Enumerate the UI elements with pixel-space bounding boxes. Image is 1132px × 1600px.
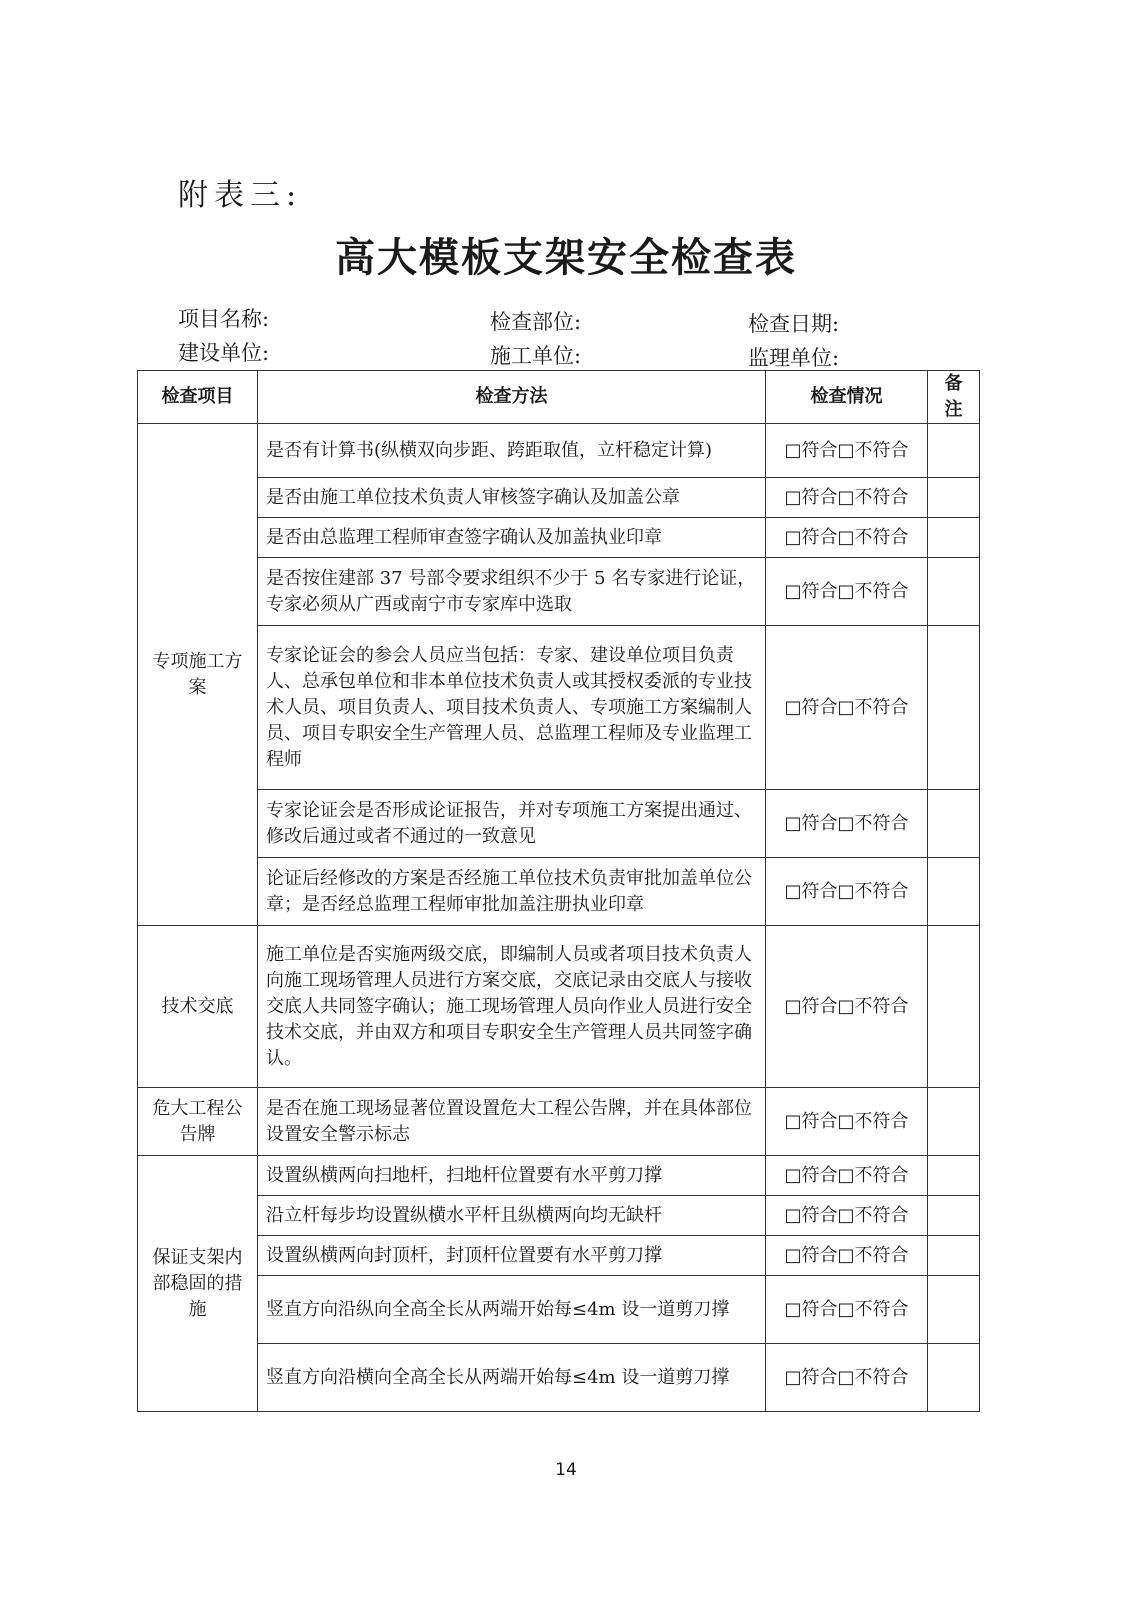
- table-row: [138, 1088, 980, 1156]
- table-row: [138, 1196, 980, 1236]
- table-row: [138, 926, 980, 1088]
- table-row: [138, 1344, 980, 1412]
- remark-cell[interactable]: [928, 858, 980, 926]
- header-check-method: 检查方法: [258, 371, 766, 424]
- remark-cell[interactable]: [928, 1156, 980, 1196]
- check-status-cell[interactable]: □符合□不符合: [766, 1196, 928, 1236]
- check-status-cell[interactable]: □符合□不符合: [766, 1236, 928, 1276]
- check-method-cell: 竖直方向沿横向全高全长从两端开始每≤4m 设一道剪刀撑: [258, 1344, 766, 1412]
- check-method-cell: 是否有计算书(纵横双向步距、跨距取值，立杆稳定计算): [258, 424, 766, 478]
- remark-cell[interactable]: [928, 1196, 980, 1236]
- check-item-cell: 保证支架内部稳固的措施: [138, 1156, 258, 1412]
- remark-cell[interactable]: [928, 424, 980, 478]
- remark-cell[interactable]: [928, 518, 980, 558]
- check-status-cell[interactable]: □符合□不符合: [766, 1276, 928, 1344]
- builder-label: 建设单位:: [178, 341, 270, 365]
- check-item-cell: 专项施工方案: [138, 424, 258, 926]
- check-method-cell: 是否由施工单位技术负责人审核签字确认及加盖公章: [258, 478, 766, 518]
- table-row: [138, 424, 980, 478]
- check-status-cell[interactable]: □符合□不符合: [766, 558, 928, 626]
- check-status-cell[interactable]: □符合□不符合: [766, 1088, 928, 1156]
- check-item-cell: 危大工程公告牌: [138, 1088, 258, 1156]
- check-status-cell[interactable]: □符合□不符合: [766, 790, 928, 858]
- remark-cell[interactable]: [928, 626, 980, 790]
- check-method-cell: 是否由总监理工程师审查签字确认及加盖执业印章: [258, 518, 766, 558]
- check-method-cell: 论证后经修改的方案是否经施工单位技术负责审批加盖单位公章；是否经总监理工程师审批加盖注册执业印章: [258, 858, 766, 926]
- header-check-item: 检查项目: [138, 371, 258, 424]
- check-status-cell[interactable]: □符合□不符合: [766, 626, 928, 790]
- check-method-cell: 是否在施工现场显著位置设置危大工程公告牌，并在具体部位设置安全警示标志: [258, 1088, 766, 1156]
- remark-cell[interactable]: [928, 558, 980, 626]
- project-name-label: 项目名称:: [178, 307, 270, 331]
- contractor-label: 施工单位:: [490, 344, 582, 368]
- table-row: [138, 626, 980, 790]
- check-status-cell[interactable]: □符合□不符合: [766, 518, 928, 558]
- check-method-cell: 设置纵横两向扫地杆，扫地杆位置要有水平剪刀撑: [258, 1156, 766, 1196]
- remark-cell[interactable]: [928, 1236, 980, 1276]
- remark-cell[interactable]: [928, 1344, 980, 1412]
- check-date-label: 检查日期:: [748, 312, 840, 336]
- check-method-cell: 竖直方向沿纵向全高全长从两端开始每≤4m 设一道剪刀撑: [258, 1276, 766, 1344]
- table-row: [138, 1276, 980, 1344]
- check-status-cell[interactable]: □符合□不符合: [766, 926, 928, 1088]
- table-row: [138, 790, 980, 858]
- check-method-cell: 专家论证会是否形成论证报告，并对专项施工方案提出通过、修改后通过或者不通过的一致意见: [258, 790, 766, 858]
- appendix-label: 附表三:: [178, 178, 303, 213]
- check-method-cell: 是否按住建部 37 号部令要求组织不少于 5 名专家进行论证，专家必须从广西或南宁市专家库中选取: [258, 558, 766, 626]
- table-header-row: [138, 371, 980, 424]
- document-title: 高大模板支架安全检查表: [335, 235, 797, 281]
- table-row: [138, 858, 980, 926]
- table-row: [138, 1236, 980, 1276]
- check-method-cell: 设置纵横两向封顶杆，封顶杆位置要有水平剪刀撑: [258, 1236, 766, 1276]
- table-row: [138, 478, 980, 518]
- check-status-cell[interactable]: □符合□不符合: [766, 424, 928, 478]
- header-remark: 备注: [928, 371, 980, 424]
- header-check-status: 检查情况: [766, 371, 928, 424]
- inspection-table: [137, 370, 980, 1412]
- remark-cell[interactable]: [928, 1276, 980, 1344]
- check-status-cell[interactable]: □符合□不符合: [766, 478, 928, 518]
- check-item-cell: 技术交底: [138, 926, 258, 1088]
- check-status-cell[interactable]: □符合□不符合: [766, 1344, 928, 1412]
- supervisor-label: 监理单位:: [748, 346, 840, 370]
- remark-cell[interactable]: [928, 926, 980, 1088]
- remark-cell[interactable]: [928, 790, 980, 858]
- page-number: 14: [555, 1460, 577, 1480]
- table-row: [138, 1156, 980, 1196]
- table-row: [138, 518, 980, 558]
- check-location-label: 检查部位:: [490, 310, 582, 334]
- check-method-cell: 沿立杆每步均设置纵横水平杆且纵横两向均无缺杆: [258, 1196, 766, 1236]
- remark-cell[interactable]: [928, 478, 980, 518]
- table-row: [138, 558, 980, 626]
- check-method-cell: 施工单位是否实施两级交底，即编制人员或者项目技术负责人向施工现场管理人员进行方案交底，交底记录由交底人与接收交底人共同签字确认；施工现场管理人员向作业人员进行安全技术交底，并由双方和项目专职安全生产管理人员共同签字确认。: [258, 926, 766, 1088]
- check-method-cell: 专家论证会的参会人员应当包括：专家、建设单位项目负责人、总承包单位和非本单位技术负责人或其授权委派的专业技术人员、项目负责人、项目技术负责人、专项施工方案编制人员、项目专职安全生产管理人员、总监理工程师及专业监理工程师: [258, 626, 766, 790]
- check-status-cell[interactable]: □符合□不符合: [766, 1156, 928, 1196]
- remark-cell[interactable]: [928, 1088, 980, 1156]
- check-status-cell[interactable]: □符合□不符合: [766, 858, 928, 926]
